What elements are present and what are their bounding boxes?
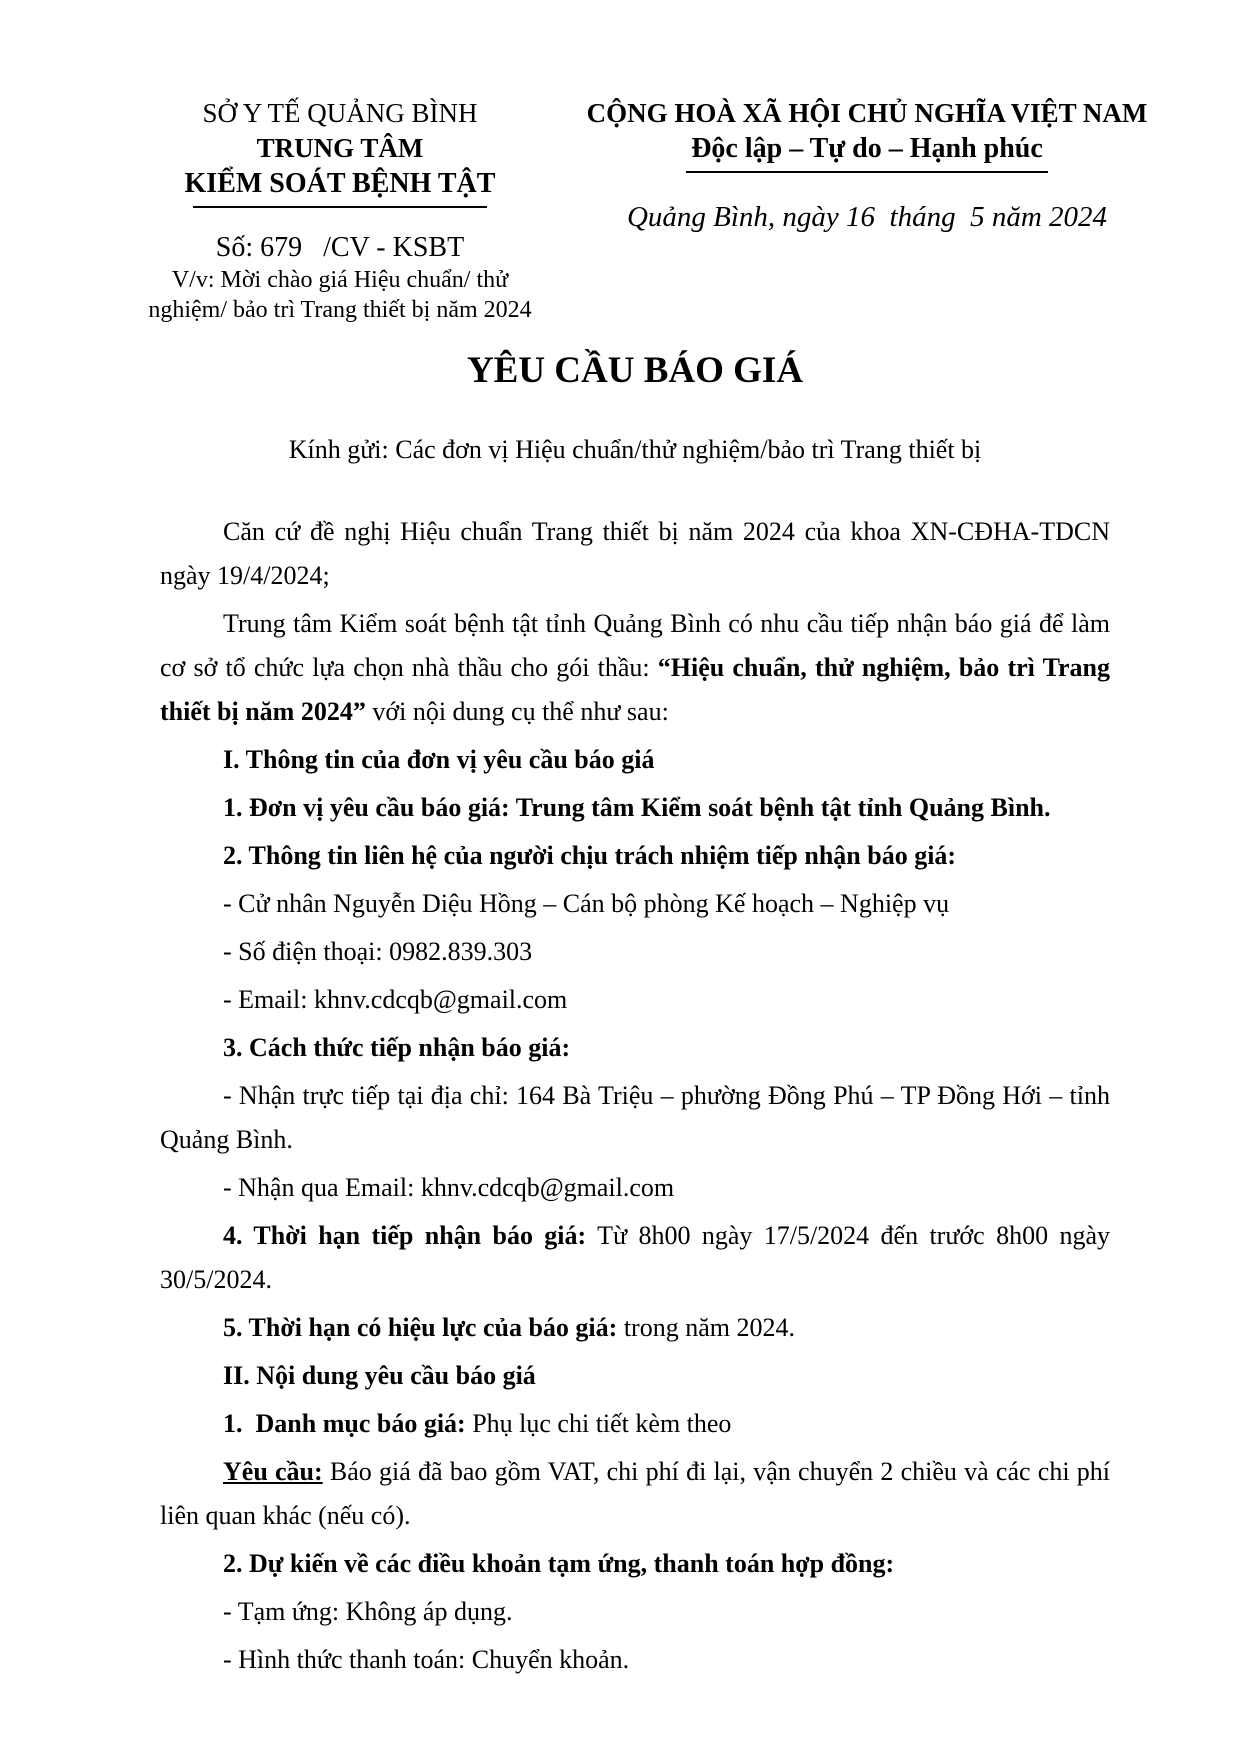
paragraphs-block bbox=[160, 510, 1110, 1682]
motto-underline-rule bbox=[686, 171, 1048, 173]
item-5-text: trong năm 2024. bbox=[617, 1313, 795, 1342]
package-name-bold: “Hiệu chuẩn, thử nghiệm, bảo trì Trang thiết bị năm 2024” bbox=[160, 653, 1110, 726]
national-title: CỘNG HOÀ XÃ HỘI CHỦ NGHĨA VIỆT NAM bbox=[586, 98, 1148, 128]
payment-method-line: - Hình thức thanh toán: Chuyển khoản. bbox=[223, 1645, 630, 1674]
document-subject-line2: nghiệm/ bảo trì Trang thiết bị năm 2024 bbox=[148, 297, 532, 323]
reception-email-line: - Nhận qua Email: khnv.cdcqb@gmail.com bbox=[223, 1173, 675, 1202]
reception-address-line: - Nhận trực tiếp tại địa chỉ: 164 Bà Triệu – phường Đồng Phú – TP Đồng Hới – tỉnh Quảng Bình. bbox=[160, 1081, 1110, 1154]
item-2-payment-terms-heading: 2. Dự kiến về các điều khoản tạm ứng, thanh toán hợp đồng: bbox=[223, 1549, 895, 1578]
document-number: Số: 679 /CV - KSBT bbox=[215, 232, 465, 263]
place-date-line: Quảng Bình, ngày 16 tháng 5 năm 2024 bbox=[626, 201, 1108, 233]
item-5-label: 5. Thời hạn có hiệu lực của báo giá: bbox=[223, 1313, 618, 1342]
paragraph-purpose-pre: Trung tâm Kiểm soát bệnh tật tỉnh Quảng Bình có nhu cầu tiếp nhận báo giá để làm cơ sở tổ chức lựa chọn nhà thầu cho gói thầu: bbox=[160, 609, 1110, 682]
item-4-label: 4. Thời hạn tiếp nhận báo giá: bbox=[223, 1221, 587, 1250]
section-II-heading: II. Nội dung yêu cầu báo giá bbox=[223, 1361, 536, 1390]
list-of-quotes-text: Phụ lục chi tiết kèm theo bbox=[465, 1409, 732, 1438]
salutation-line: Kính gửi: Các đơn vị Hiệu chuẩn/thử nghiệm/bảo trì Trang thiết bị bbox=[288, 435, 982, 464]
list-of-quotes-label: 1. Danh mục báo giá: bbox=[223, 1409, 466, 1438]
org-parent-name: SỞ Y TẾ QUẢNG BÌNH bbox=[202, 98, 478, 128]
paragraph-purpose bbox=[160, 602, 1110, 734]
document-subject-line1: V/v: Mời chào giá Hiệu chuẩn/ thử bbox=[171, 267, 509, 293]
item-1-list-of-quotes bbox=[160, 1402, 1110, 1446]
org-name-line2: KIỂM SOÁT BỆNH TẬT bbox=[184, 168, 496, 199]
org-name-line1: TRUNG TÂM bbox=[256, 133, 424, 163]
requirement-text: Báo giá đã bao gồm VAT, chi phí đi lại, vận chuyển 2 chiều và các chi phí liên quan khác (nếu có). bbox=[160, 1457, 1111, 1530]
contact-email-line: - Email: khnv.cdcqb@gmail.com bbox=[223, 985, 568, 1014]
advance-payment-line: - Tạm ứng: Không áp dụng. bbox=[223, 1597, 513, 1626]
item-4-text: Từ 8h00 ngày 17/5/2024 đến trước 8h00 ngày 30/5/2024. bbox=[160, 1221, 1110, 1294]
section-I-heading: I. Thông tin của đơn vị yêu cầu báo giá bbox=[223, 745, 655, 774]
issuing-org-block bbox=[115, 96, 565, 325]
contact-phone-line: - Số điện thoại: 0982.839.303 bbox=[223, 937, 533, 966]
requirement-paragraph bbox=[160, 1450, 1110, 1538]
document-body bbox=[160, 348, 1110, 1682]
document-title: YÊU CẦU BÁO GIÁ bbox=[466, 350, 804, 391]
item-1-requesting-unit: 1. Đơn vị yêu cầu báo giá: Trung tâm Kiểm soát bệnh tật tỉnh Quảng Bình. bbox=[223, 793, 1051, 822]
item-3-reception-heading: 3. Cách thức tiếp nhận báo giá: bbox=[223, 1033, 571, 1062]
national-header-block bbox=[558, 96, 1176, 235]
requirement-label: Yêu cầu: bbox=[223, 1457, 323, 1486]
national-motto: Độc lập – Tự do – Hạnh phúc bbox=[691, 133, 1043, 164]
contact-person-line: - Cử nhân Nguyễn Diệu Hồng – Cán bộ phòng Kế hoạch – Nghiệp vụ bbox=[223, 889, 950, 918]
item-4-deadline bbox=[160, 1214, 1110, 1302]
item-5-validity bbox=[160, 1306, 1110, 1350]
paragraph-basis bbox=[160, 510, 1110, 598]
paragraph-basis-text: Căn cứ đề nghị Hiệu chuẩn Trang thiết bị năm 2024 của khoa XN-CĐHA-TDCN ngày 19/4/2024; bbox=[160, 517, 1110, 590]
paragraph-purpose-post: với nội dung cụ thể như sau: bbox=[365, 697, 669, 726]
org-underline-rule bbox=[193, 206, 487, 208]
item-2-contact-heading: 2. Thông tin liên hệ của người chịu trách nhiệm tiếp nhận báo giá: bbox=[223, 841, 957, 870]
